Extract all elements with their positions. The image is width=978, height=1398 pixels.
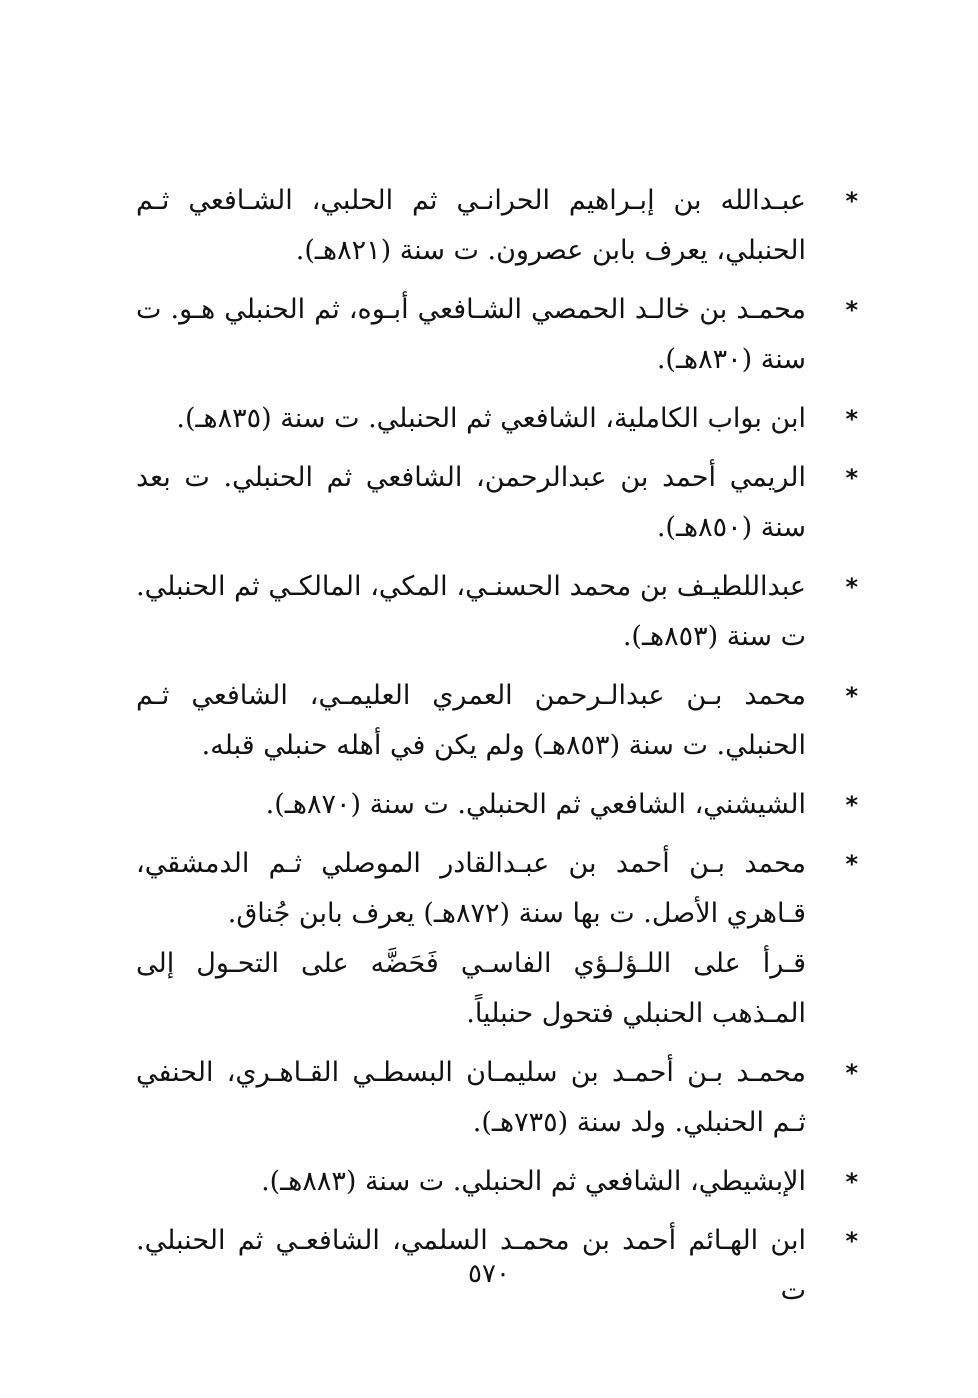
entry-item xyxy=(136,285,858,385)
asterisk-bullet-icon: * xyxy=(845,682,858,710)
asterisk-bullet-icon: * xyxy=(845,573,858,601)
entry-text: ابن بواب الكاملية، الشافعي ثم الحنبلي. ت سنة (٨٣٥هـ). xyxy=(176,403,806,434)
entry-text: محمد بـن أحمد بن عبـدالقادر الموصلي ثـم الدمشقي، قـاهري الأصل. ت بها سنة (٨٧٢هـ) يعرف بابن جُناق. xyxy=(136,848,806,929)
entry-text: الشيشني، الشافعي ثم الحنبلي. ت سنة (٨٧٠هـ). xyxy=(265,789,806,820)
page-number: ٥٧٠ xyxy=(468,1259,510,1289)
asterisk-bullet-icon: * xyxy=(845,405,858,433)
entry-item xyxy=(136,394,858,444)
entry-text: محمـد بـن أحمـد بن سليمـان البسطـي القـاهـري، الحنفي ثـم الحنبلي. ولد سنة (٧٣٥هـ). xyxy=(136,1057,806,1138)
entry-item xyxy=(136,562,858,662)
entry-text: ابن الهـائم أحمد بن محمـد السلمي، الشافعـي ثم الحنبلي. ت xyxy=(136,1225,806,1306)
asterisk-bullet-icon: * xyxy=(845,1059,858,1087)
asterisk-bullet-icon: * xyxy=(845,464,858,492)
conversion-entries-list xyxy=(136,176,858,1325)
entry-item xyxy=(136,1157,858,1207)
entry-item xyxy=(136,780,858,830)
asterisk-bullet-icon: * xyxy=(845,187,858,215)
entry-text: قـرأ على اللـؤلـؤي الفاسـي فَحَضَّه على التحـول إلى المـذهب الحنبلي فتحول حنبلياً. xyxy=(136,948,806,1029)
entry-text: الإبشيطي، الشافعي ثم الحنبلي. ت سنة (٨٨٣هـ). xyxy=(261,1166,806,1197)
entry-item xyxy=(136,839,858,1039)
entry-text: عبـدالله بن إبـراهيم الحرانـي ثم الحلبي، الشـافعي ثـم الحنبلي، يعرف بابن عصرون. ت سنة (٨٢١هـ). xyxy=(136,185,806,266)
entry-item xyxy=(136,671,858,771)
entry-text: محمـد بن خالـد الحمصي الشـافعي أبـوه، ثم الحنبلي هـو. ت سنة (٨٣٠هـ). xyxy=(136,294,806,375)
asterisk-bullet-icon: * xyxy=(845,791,858,819)
asterisk-bullet-icon: * xyxy=(845,1227,858,1255)
entry-text: الريمي أحمد بن عبدالرحمن، الشافعي ثم الحنبلي. ت بعد سنة (٨٥٠هـ). xyxy=(136,462,806,543)
entry-item xyxy=(136,1048,858,1148)
asterisk-bullet-icon: * xyxy=(845,850,858,878)
asterisk-bullet-icon: * xyxy=(845,1168,858,1196)
entry-item xyxy=(136,176,858,276)
entry-text: عبداللطيـف بن محمد الحسنـي، المكي، المالكـي ثم الحنبلي. ت سنة (٨٥٣هـ). xyxy=(136,571,806,652)
entry-item xyxy=(136,453,858,553)
entry-text: محمد بـن عبدالـرحمن العمري العليمـي، الشافعي ثـم الحنبلي. ت سنة (٨٥٣هـ) ولم يكن في أهله حنبلي قبله. xyxy=(136,680,806,761)
asterisk-bullet-icon: * xyxy=(845,296,858,324)
